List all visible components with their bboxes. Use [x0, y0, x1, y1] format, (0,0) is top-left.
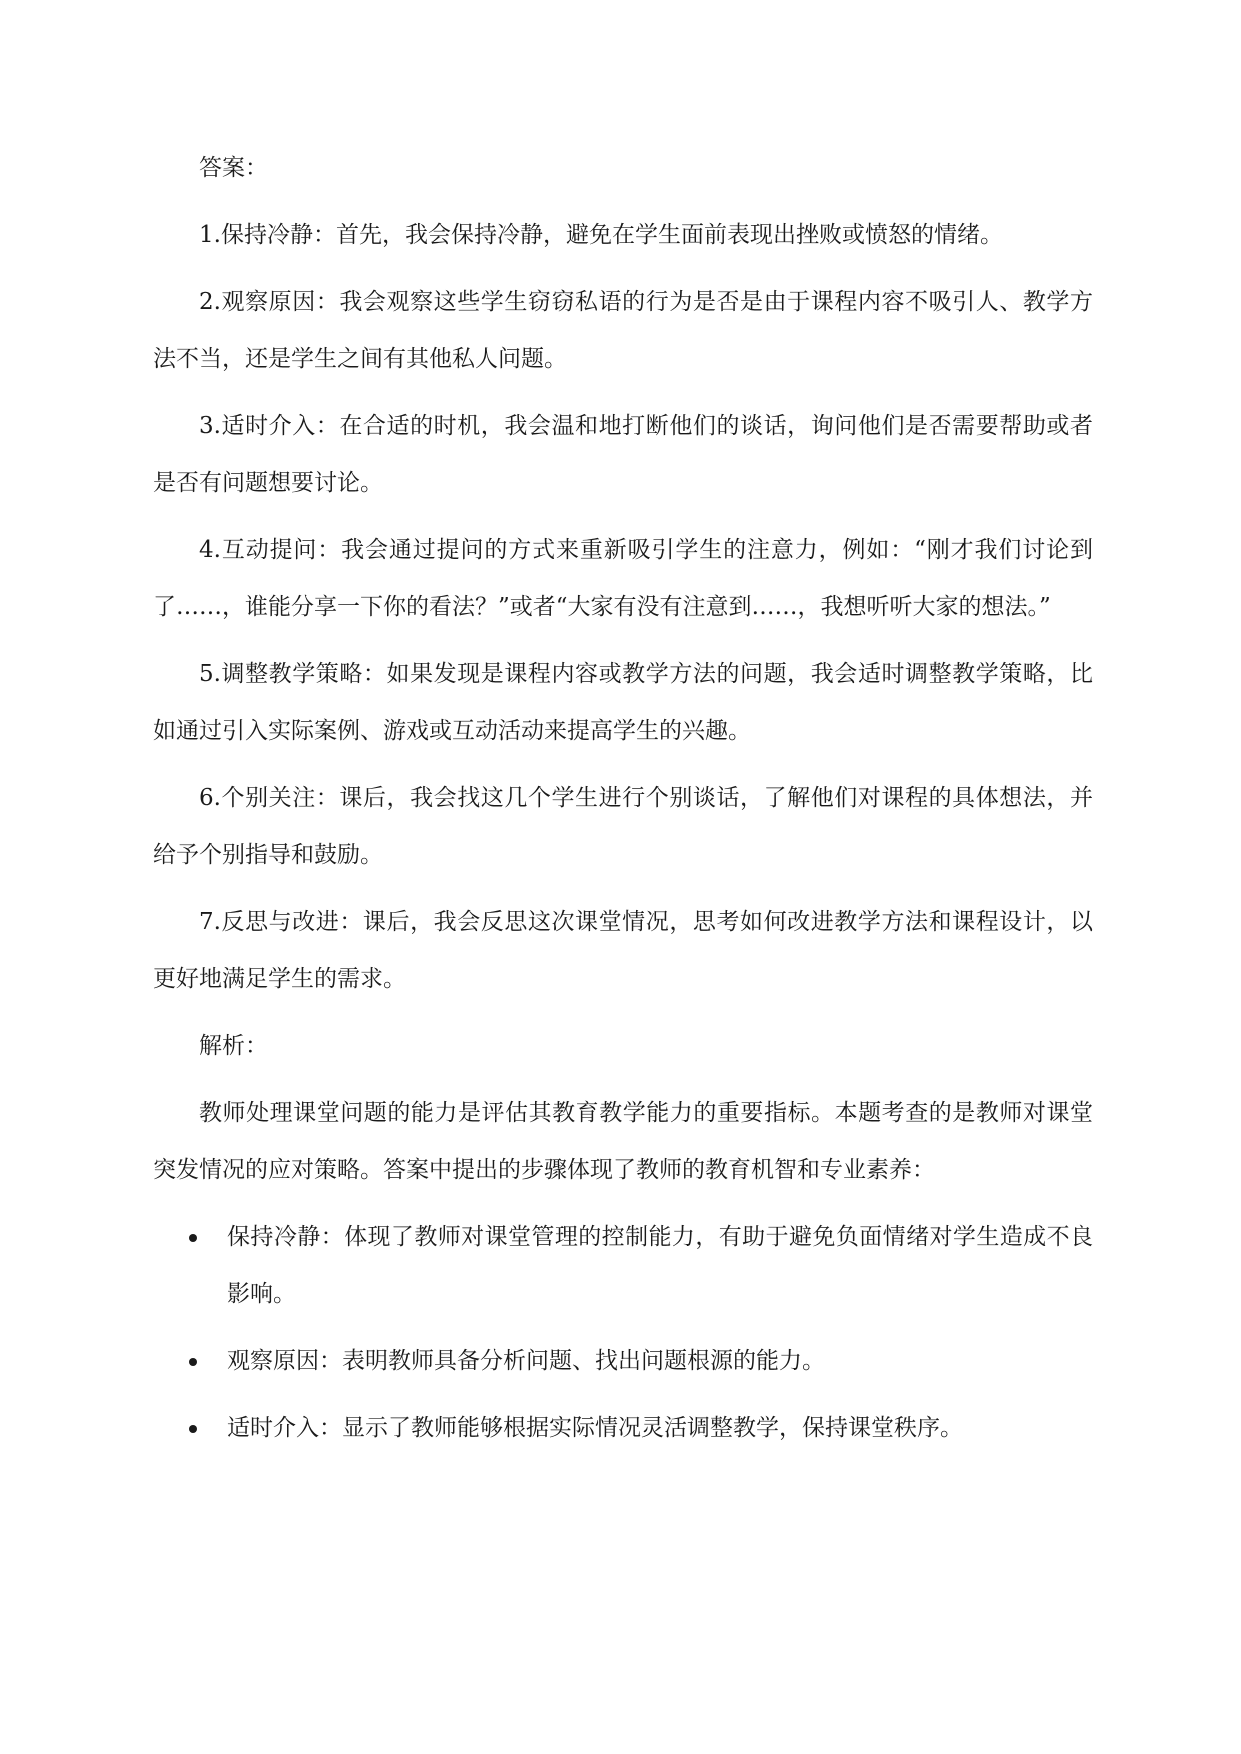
analysis-point [153, 1209, 1093, 1323]
analysis-point-text: 观察原因：表明教师具备分析问题、找出问题根源的能力。 [227, 1348, 825, 1374]
answer-item-5: 5.调整教学策略：如果发现是课程内容或教学方法的问题，我会适时调整教学策略，比如通过引入实际案例、游戏或互动活动来提高学生的兴趣。 [153, 661, 1093, 744]
answer-item-4: 4.互动提问：我会通过提问的方式来重新吸引学生的注意力，例如：“刚才我们讨论到了……，谁能分享一下你的看法？”或者“大家有没有注意到……，我想听听大家的想法。” [153, 537, 1093, 620]
bullet-dot-icon [189, 1234, 197, 1242]
answer-label: 答案： [199, 155, 268, 181]
answer-item-3: 3.适时介入：在合适的时机，我会温和地打断他们的谈话，询问他们是否需要帮助或者是否有问题想要讨论。 [153, 413, 1093, 496]
analysis-points-list [153, 1209, 1093, 1457]
analysis-point [153, 1333, 1093, 1390]
answer-item-2: 2.观察原因：我会观察这些学生窃窃私语的行为是否是由于课程内容不吸引人、教学方法不当，还是学生之间有其他私人问题。 [153, 289, 1093, 372]
analysis-label: 解析： [199, 1033, 268, 1059]
bullet-dot-icon [189, 1425, 197, 1433]
analysis-point-text: 保持冷静：体现了教师对课堂管理的控制能力，有助于避免负面情绪对学生造成不良影响。 [227, 1224, 1093, 1307]
analysis-intro: 教师处理课堂问题的能力是评估其教育教学能力的重要指标。本题考查的是教师对课堂突发情况的应对策略。答案中提出的步骤体现了教师的教育机智和专业素养： [153, 1100, 1093, 1183]
answer-item-6: 6.个别关注：课后，我会找这几个学生进行个别谈话，了解他们对课程的具体想法，并给予个别指导和鼓励。 [153, 785, 1093, 868]
bullet-dot-icon [189, 1358, 197, 1366]
document-page [153, 140, 1093, 1467]
answer-item-1: 1.保持冷静：首先，我会保持冷静，避免在学生面前表现出挫败或愤怒的情绪。 [199, 222, 1003, 248]
analysis-point-text: 适时介入：显示了教师能够根据实际情况灵活调整教学，保持课堂秩序。 [227, 1415, 963, 1441]
answer-item-7: 7.反思与改进：课后，我会反思这次课堂情况，思考如何改进教学方法和课程设计，以更好地满足学生的需求。 [153, 909, 1093, 992]
analysis-point [153, 1400, 1093, 1457]
